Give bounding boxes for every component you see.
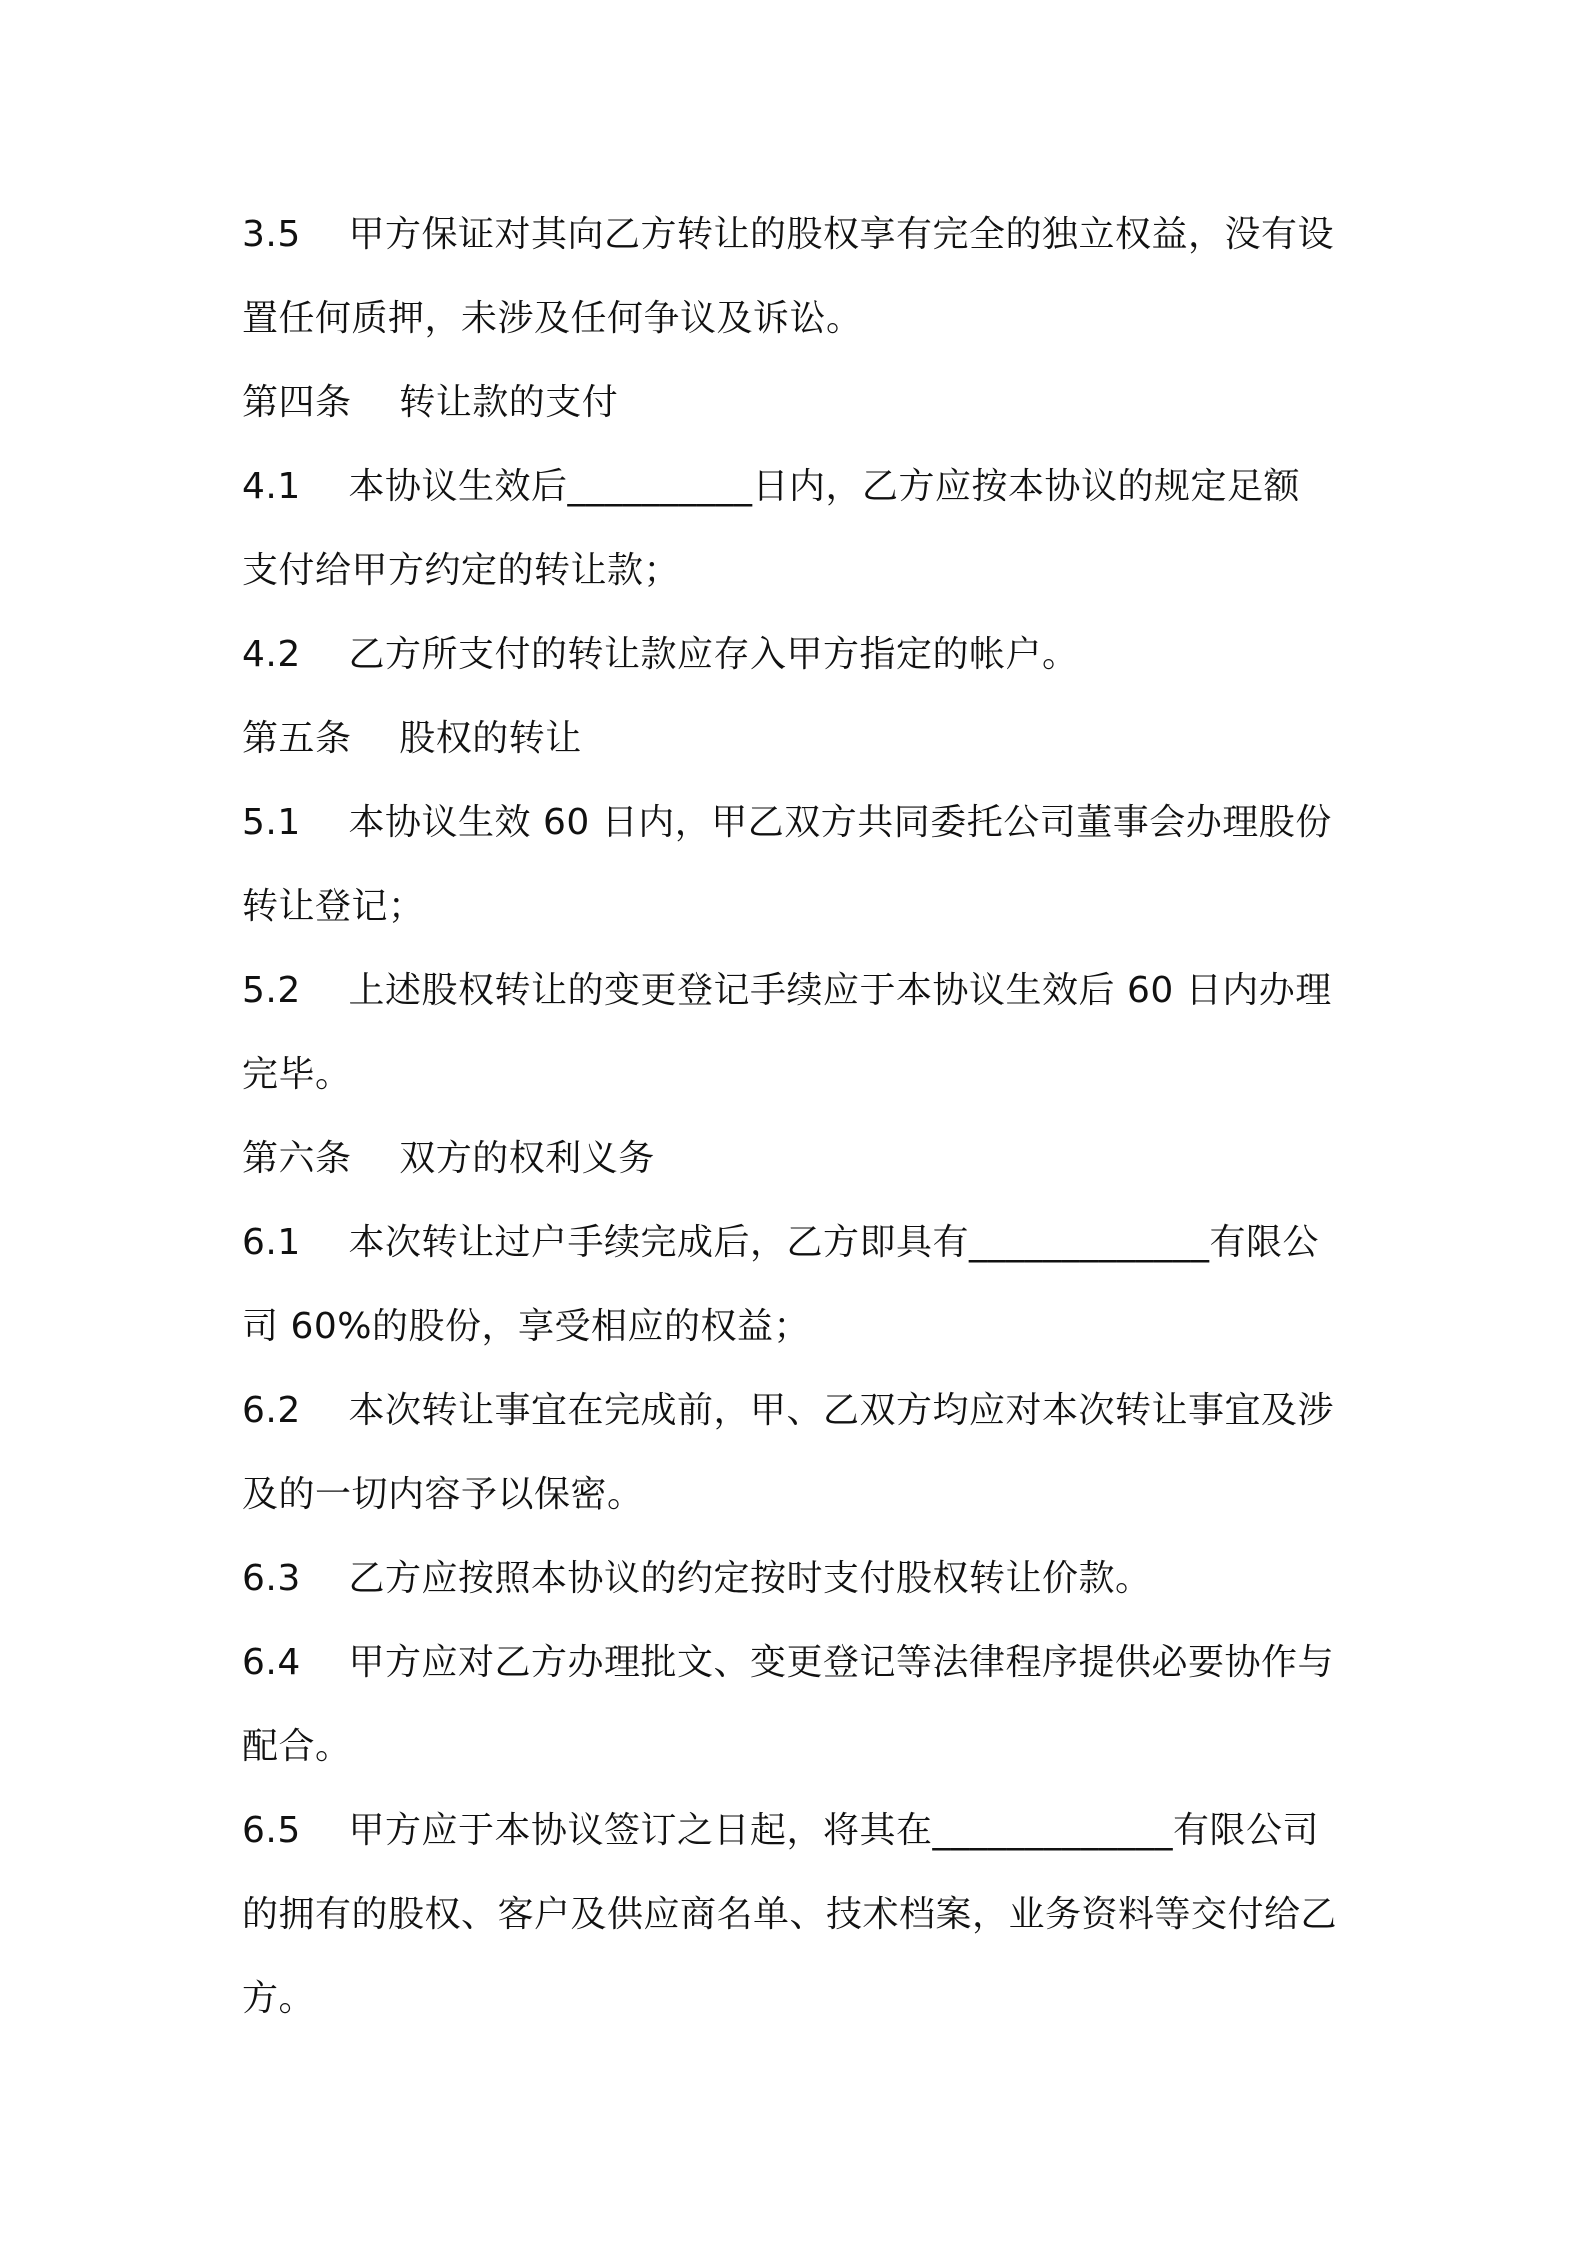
clause-3-5-line-2: 置任何质押，未涉及任何争议及诉讼。	[242, 298, 863, 339]
clause-5-1-line-2: 转让登记；	[242, 886, 425, 927]
clause-6-3: 6.3 乙方应按照本协议的约定按时支付股权转让价款。	[242, 1558, 1152, 1599]
clause-5-1-line-1: 5.1 本协议生效 60 日内，甲乙双方共同委托公司董事会办理股份	[242, 802, 1332, 843]
clause-6-1-line-2: 司 60%的股份，享受相应的权益；	[242, 1306, 810, 1347]
clause-6-2-line-1: 6.2 本次转让事宜在完成前，甲、乙双方均应对本次转让事宜及涉	[242, 1390, 1335, 1431]
clause-6-4-line-2: 配合。	[242, 1726, 352, 1767]
clause-4-2: 4.2 乙方所支付的转让款应存入甲方指定的帐户。	[242, 634, 1079, 675]
clause-6-1-line-1: 6.1 本次转让过户手续完成后，乙方即具有_____________有限公	[242, 1222, 1320, 1263]
document-body	[242, 193, 1357, 2041]
article-6-heading: 第六条 双方的权利义务	[242, 1138, 655, 1179]
clause-6-2-line-2: 及的一切内容予以保密。	[242, 1474, 644, 1515]
article-4-heading: 第四条 转让款的支付	[242, 382, 619, 423]
clause-4-1-line-2: 支付给甲方约定的转让款；	[242, 550, 681, 591]
clause-6-5-line-2: 的拥有的股权、客户及供应商名单、技术档案，业务资料等交付给乙	[242, 1894, 1338, 1935]
clause-6-5-line-3: 方。	[242, 1978, 316, 2019]
clause-3-5-line-1: 3.5 甲方保证对其向乙方转让的股权享有完全的独立权益，没有设	[242, 214, 1335, 255]
clause-5-2-line-1: 5.2 上述股权转让的变更登记手续应于本协议生效后 60 日内办理	[242, 970, 1332, 1011]
clause-5-2-line-2: 完毕。	[242, 1054, 352, 1095]
clause-4-1-line-1: 4.1 本协议生效后__________日内，乙方应按本协议的规定足额	[242, 466, 1301, 507]
clause-6-4-line-1: 6.4 甲方应对乙方办理批文、变更登记等法律程序提供必要协作与	[242, 1642, 1335, 1683]
article-5-heading: 第五条 股权的转让	[242, 718, 582, 759]
clause-6-5-line-1: 6.5 甲方应于本协议签订之日起，将其在_____________有限公司	[242, 1810, 1320, 1851]
